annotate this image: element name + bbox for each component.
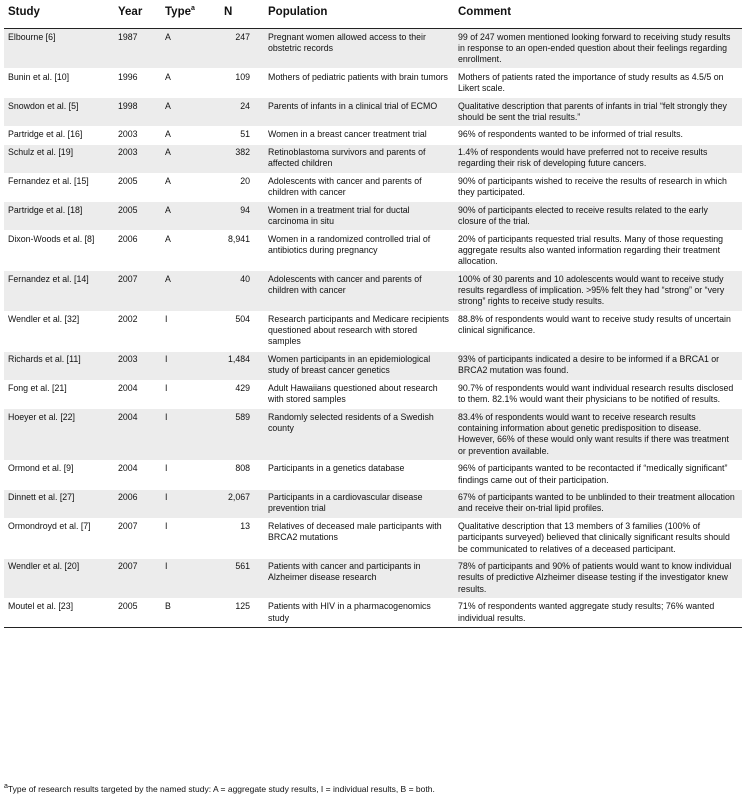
cell-comment: 67% of participants wanted to be unblinded to their treatment allocation and receive their on-trial lipid profiles. [454,489,742,518]
table-row [4,460,742,489]
cell-study: Richards et al. [11] [4,351,114,380]
cell-comment: 90% of participants wished to receive the results of research in which they participated. [454,173,742,202]
cell-type: I [161,518,210,558]
cell-population: Patients with HIV in a pharmacogenomics study [264,598,454,627]
cell-type: A [161,231,210,271]
header-type: Type$^a$ [161,2,210,29]
cell-study: Fernandez et al. [15] [4,173,114,202]
cell-n: 808 [210,460,264,489]
cell-type: I [161,380,210,409]
cell-year: 2007 [114,558,161,598]
cell-year: 2007 [114,518,161,558]
header-population: Population [264,2,454,29]
table-row [4,311,742,351]
footnote-mark: a [191,5,195,13]
cell-comment: 71% of respondents wanted aggregate study results; 76% wanted individual results. [454,598,742,627]
cell-type: A [161,173,210,202]
cell-type: I [161,489,210,518]
cell-population: Mothers of pediatric patients with brain tumors [264,69,454,98]
cell-comment: 88.8% of respondents would want to receive study results of uncertain clinical significance. [454,311,742,351]
cell-type: I [161,558,210,598]
cell-n: 429 [210,380,264,409]
cell-n: 20 [210,173,264,202]
cell-year: 2003 [114,351,161,380]
cell-population: Relatives of deceased male participants with BRCA2 mutations [264,518,454,558]
cell-study: Ormond et al. [9] [4,460,114,489]
cell-study: Schulz et al. [19] [4,144,114,173]
cell-n: 24 [210,98,264,127]
cell-comment: 78% of participants and 90% of patients would want to know individual results of predictive Alzheimer disease testing if the investigator knew results. [454,558,742,598]
cell-type: A [161,29,210,69]
cell-comment: 99 of 247 women mentioned looking forward to receiving study results in response to an open-ended question about their feelings regarding enrollment. [454,29,742,69]
table-footnote: $^a$Type of research results targeted by the named study: A = aggregate study results, I = individual results, B = both. [4,783,435,794]
cell-study: Partridge et al. [16] [4,126,114,144]
cell-population: Participants in a genetics database [264,460,454,489]
cell-study: Snowdon et al. [5] [4,98,114,127]
cell-comment: 90% of participants elected to receive results related to the early closure of the trial. [454,202,742,231]
cell-comment: 20% of participants requested trial results. Many of those requesting aggregate results also wanted information regarding their treatment allocation. [454,231,742,271]
table-row [4,126,742,144]
cell-comment: 83.4% of respondents would want to receive research results containing information about genetic predisposition to disease. However, 66% of these would only want results if there was treatment or prevention available. [454,409,742,460]
cell-type: A [161,69,210,98]
table-row [4,518,742,558]
table-row [4,29,742,69]
table-row [4,69,742,98]
cell-n: 8,941 [210,231,264,271]
cell-population: Adolescents with cancer and parents of children with cancer [264,173,454,202]
cell-population: Women in a treatment trial for ductal carcinoma in situ [264,202,454,231]
table-row [4,409,742,460]
cell-year: 2005 [114,173,161,202]
cell-study: Moutel et al. [23] [4,598,114,627]
cell-n: 125 [210,598,264,627]
cell-study: Wendler et al. [20] [4,558,114,598]
cell-population: Women in a randomized controlled trial of antibiotics during pregnancy [264,231,454,271]
cell-study: Hoeyer et al. [22] [4,409,114,460]
cell-study: Dixon-Woods et al. [8] [4,231,114,271]
cell-comment: 96% of respondents wanted to be informed of trial results. [454,126,742,144]
cell-comment: 90.7% of respondents would want individual research results disclosed to them. 82.1% would want their physicians to be notified of results. [454,380,742,409]
cell-comment: Qualitative description that parents of infants in trial “felt strongly they should be sent the trial results.” [454,98,742,127]
table-row [4,489,742,518]
cell-population: Participants in a cardiovascular disease prevention trial [264,489,454,518]
cell-type: A [161,126,210,144]
cell-type: I [161,311,210,351]
table-header [4,2,742,29]
header-study: Study [4,2,114,29]
cell-comment: 100% of 30 parents and 10 adolescents would want to receive study results regardless of implication. >95% felt they had “strong” or “very strong” rights to receive study results. [454,271,742,311]
cell-comment: 96% of participants wanted to be recontacted if “medically significant” findings came out of their participation. [454,460,742,489]
cell-population: Pregnant women allowed access to their obstetric records [264,29,454,69]
cell-study: Bunin et al. [10] [4,69,114,98]
cell-n: 247 [210,29,264,69]
cell-n: 13 [210,518,264,558]
cell-comment: Qualitative description that 13 members of 3 families (100% of participants surveyed) believed that clinically significant results should be communicated to relatives of a deceased participant. [454,518,742,558]
cell-study: Wendler et al. [32] [4,311,114,351]
cell-year: 2003 [114,144,161,173]
cell-n: 504 [210,311,264,351]
cell-n: 94 [210,202,264,231]
cell-n: 109 [210,69,264,98]
cell-comment: Mothers of patients rated the importance of study results as 4.5/5 on Likert scale. [454,69,742,98]
table-row [4,558,742,598]
cell-study: Fong et al. [21] [4,380,114,409]
cell-year: 1998 [114,98,161,127]
cell-type: A [161,98,210,127]
cell-type: A [161,144,210,173]
table-body [4,29,742,628]
cell-type: I [161,351,210,380]
cell-population: Adult Hawaiians questioned about research with stored samples [264,380,454,409]
cell-population: Women participants in an epidemiological study of breast cancer genetics [264,351,454,380]
table-row [4,231,742,271]
studies-table [4,2,742,628]
cell-type: B [161,598,210,627]
cell-year: 2004 [114,409,161,460]
cell-type: I [161,460,210,489]
cell-study: Partridge et al. [18] [4,202,114,231]
cell-n: 561 [210,558,264,598]
cell-n: 40 [210,271,264,311]
cell-year: 2003 [114,126,161,144]
cell-year: 2007 [114,271,161,311]
cell-study: Ormondroyd et al. [7] [4,518,114,558]
cell-year: 1996 [114,69,161,98]
cell-population: Parents of infants in a clinical trial of ECMO [264,98,454,127]
header-year: Year [114,2,161,29]
cell-n: 1,484 [210,351,264,380]
cell-year: 2006 [114,231,161,271]
cell-n: 51 [210,126,264,144]
cell-year: 2005 [114,598,161,627]
cell-n: 589 [210,409,264,460]
cell-n: 382 [210,144,264,173]
table-row [4,98,742,127]
table-row [4,380,742,409]
cell-type: A [161,271,210,311]
cell-study: Dinnett et al. [27] [4,489,114,518]
cell-population: Retinoblastoma survivors and parents of affected children [264,144,454,173]
cell-year: 2006 [114,489,161,518]
table-row [4,173,742,202]
cell-type: I [161,409,210,460]
cell-year: 2002 [114,311,161,351]
table-row [4,271,742,311]
cell-year: 1987 [114,29,161,69]
cell-study: Elbourne [6] [4,29,114,69]
table-row [4,144,742,173]
cell-population: Research participants and Medicare recipients questioned about research with stored samples [264,311,454,351]
table-row [4,202,742,231]
cell-year: 2004 [114,380,161,409]
cell-n: 2,067 [210,489,264,518]
cell-population: Adolescents with cancer and parents of children with cancer [264,271,454,311]
cell-year: 2004 [114,460,161,489]
cell-population: Patients with cancer and participants in Alzheimer disease research [264,558,454,598]
table-row [4,351,742,380]
cell-type: A [161,202,210,231]
header-comment: Comment [454,2,742,29]
cell-year: 2005 [114,202,161,231]
cell-study: Fernandez et al. [14] [4,271,114,311]
cell-population: Randomly selected residents of a Swedish county [264,409,454,460]
header-n: N [210,2,264,29]
cell-comment: 93% of participants indicated a desire to be informed if a BRCA1 or BRCA2 mutation was found. [454,351,742,380]
table-row [4,598,742,627]
cell-comment: 1.4% of respondents would have preferred not to receive results regarding their risk of developing future cancers. [454,144,742,173]
cell-population: Women in a breast cancer treatment trial [264,126,454,144]
